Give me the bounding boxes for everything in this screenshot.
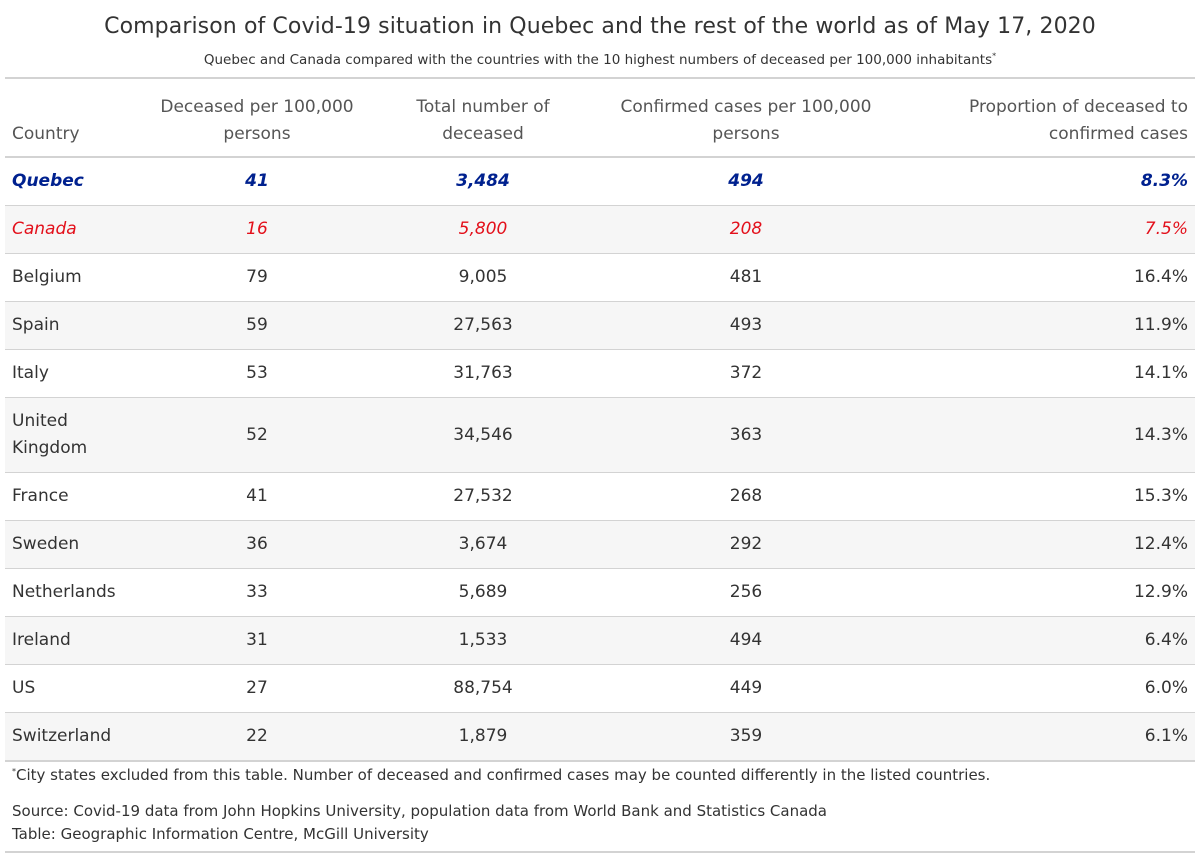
cell-proportion: 6.0% <box>895 665 1195 713</box>
cell-total-deceased: 3,484 <box>369 157 597 206</box>
cell-proportion: 11.9% <box>895 302 1195 350</box>
cell-confirmed-per-100k: 449 <box>597 665 895 713</box>
cell-confirmed-per-100k: 359 <box>597 713 895 762</box>
cell-total-deceased: 34,546 <box>369 398 597 473</box>
header-row <box>5 79 1195 157</box>
table-row <box>5 473 1195 521</box>
cell-deceased-per-100k: 41 <box>145 473 369 521</box>
table-title: Comparison of Covid-19 situation in Quebec and the rest of the world as of May 17, 2020 <box>104 14 1096 39</box>
header-confirmed-per-100k-label: Confirmed cases per 100,000 persons <box>620 97 872 144</box>
cell-country: France <box>5 473 145 521</box>
cell-country: Quebec <box>5 157 145 206</box>
table-row <box>5 254 1195 302</box>
cell-confirmed-per-100k: 208 <box>597 206 895 254</box>
cell-deceased-per-100k: 79 <box>145 254 369 302</box>
cell-country: Canada <box>5 206 145 254</box>
cell-confirmed-per-100k: 494 <box>597 157 895 206</box>
cell-proportion: 6.4% <box>895 617 1195 665</box>
cell-proportion: 14.1% <box>895 350 1195 398</box>
header-confirmed-per-100k <box>597 79 895 157</box>
cell-country: Ireland <box>5 617 145 665</box>
table-row <box>5 206 1195 254</box>
bottom-rule <box>5 851 1195 853</box>
table-body <box>5 157 1195 761</box>
header-total-deceased <box>369 79 597 157</box>
data-table <box>5 79 1195 762</box>
cell-deceased-per-100k: 33 <box>145 569 369 617</box>
footnote-marker: * <box>12 767 16 776</box>
credit-text: Table: Geographic Information Centre, McGill University <box>12 825 429 843</box>
header-proportion-label: Proportion of deceased to confirmed cases <box>969 97 1188 144</box>
cell-proportion: 12.4% <box>895 521 1195 569</box>
source-text: Source: Covid-19 data from John Hopkins University, population data from World Bank and Statistics Canada <box>12 802 827 820</box>
cell-total-deceased: 1,879 <box>369 713 597 762</box>
cell-deceased-per-100k: 52 <box>145 398 369 473</box>
table-row <box>5 713 1195 762</box>
header-deceased-per-100k <box>145 79 369 157</box>
table-row <box>5 617 1195 665</box>
cell-confirmed-per-100k: 493 <box>597 302 895 350</box>
cell-total-deceased: 9,005 <box>369 254 597 302</box>
table-row <box>5 302 1195 350</box>
cell-country: United Kingdom <box>5 398 145 473</box>
cell-proportion: 8.3% <box>895 157 1195 206</box>
table-row <box>5 569 1195 617</box>
cell-total-deceased: 31,763 <box>369 350 597 398</box>
header-deceased-per-100k-label: Deceased per 100,000 persons <box>160 97 354 144</box>
footnote <box>12 766 990 784</box>
cell-total-deceased: 5,800 <box>369 206 597 254</box>
cell-confirmed-per-100k: 268 <box>597 473 895 521</box>
cell-confirmed-per-100k: 256 <box>597 569 895 617</box>
cell-country: Sweden <box>5 521 145 569</box>
cell-country: US <box>5 665 145 713</box>
cell-country: Spain <box>5 302 145 350</box>
cell-country: Belgium <box>5 254 145 302</box>
subtitle-text: Quebec and Canada compared with the countries with the 10 highest numbers of deceased per 100,000 inhabitants <box>203 52 993 68</box>
cell-total-deceased: 27,563 <box>369 302 597 350</box>
table-header <box>5 79 1195 157</box>
cell-deceased-per-100k: 16 <box>145 206 369 254</box>
source-block <box>12 800 827 846</box>
table-row <box>5 521 1195 569</box>
table-row <box>5 398 1195 473</box>
cell-proportion: 6.1% <box>895 713 1195 762</box>
cell-total-deceased: 88,754 <box>369 665 597 713</box>
cell-deceased-per-100k: 22 <box>145 713 369 762</box>
subtitle-footnote-marker: * <box>992 51 997 61</box>
cell-proportion: 7.5% <box>895 206 1195 254</box>
cell-country: Italy <box>5 350 145 398</box>
cell-proportion: 15.3% <box>895 473 1195 521</box>
cell-deceased-per-100k: 31 <box>145 617 369 665</box>
cell-deceased-per-100k: 36 <box>145 521 369 569</box>
cell-total-deceased: 1,533 <box>369 617 597 665</box>
header-total-deceased-label: Total number of deceased <box>416 97 550 144</box>
cell-confirmed-per-100k: 363 <box>597 398 895 473</box>
table-row <box>5 157 1195 206</box>
cell-proportion: 14.3% <box>895 398 1195 473</box>
cell-proportion: 16.4% <box>895 254 1195 302</box>
cell-deceased-per-100k: 41 <box>145 157 369 206</box>
table-row <box>5 665 1195 713</box>
cell-confirmed-per-100k: 494 <box>597 617 895 665</box>
cell-country: Netherlands <box>5 569 145 617</box>
cell-confirmed-per-100k: 372 <box>597 350 895 398</box>
cell-proportion: 12.9% <box>895 569 1195 617</box>
table-row <box>5 350 1195 398</box>
cell-confirmed-per-100k: 292 <box>597 521 895 569</box>
footnote-text: City states excluded from this table. Number of deceased and confirmed cases may be counted differently in the listed countries. <box>16 766 991 784</box>
cell-deceased-per-100k: 53 <box>145 350 369 398</box>
table-subtitle <box>0 52 1200 68</box>
header-country: Country <box>5 79 145 157</box>
cell-deceased-per-100k: 59 <box>145 302 369 350</box>
cell-total-deceased: 3,674 <box>369 521 597 569</box>
cell-total-deceased: 5,689 <box>369 569 597 617</box>
cell-deceased-per-100k: 27 <box>145 665 369 713</box>
cell-confirmed-per-100k: 481 <box>597 254 895 302</box>
cell-country: Switzerland <box>5 713 145 762</box>
header-proportion <box>895 79 1195 157</box>
cell-total-deceased: 27,532 <box>369 473 597 521</box>
